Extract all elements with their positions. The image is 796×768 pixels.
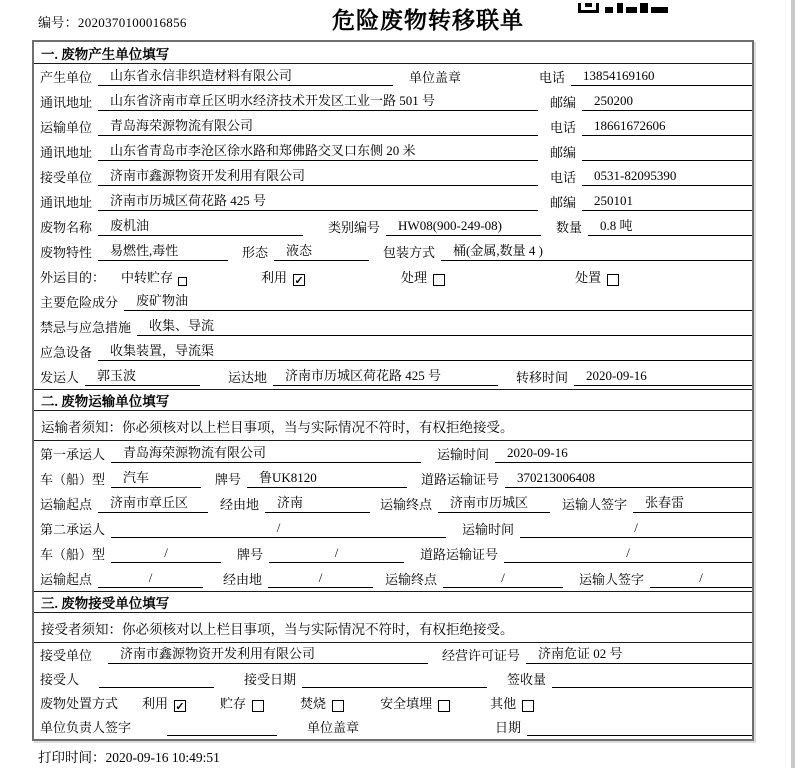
signed-quantity-label: 签收量 — [507, 672, 547, 687]
second-carrier-value: / — [111, 520, 446, 538]
phone-label: 电话 — [550, 170, 577, 185]
print-time — [38, 746, 220, 766]
route-end-value: 济南市历城区 — [438, 492, 550, 513]
transport-time-label: 运输时间 — [437, 447, 490, 462]
form-label: 形态 — [242, 245, 269, 260]
produce-phone-value: 13854169160 — [571, 68, 752, 86]
option-label: 贮存 — [220, 696, 247, 711]
permit-label: 经营许可证号 — [442, 648, 521, 663]
emergency-equipment-row — [34, 339, 752, 364]
receiver-row — [34, 667, 752, 691]
field-label: 车（船）型 — [40, 547, 106, 562]
carrier-signature-value: 张春雷 — [633, 492, 752, 513]
produce-address-row — [34, 89, 752, 114]
via-value: / — [268, 570, 373, 588]
qr-code-fragment — [578, 0, 668, 10]
zip-label: 邮编 — [550, 145, 577, 160]
dispatcher-row — [34, 364, 752, 389]
purpose-option-treat — [401, 267, 445, 286]
hazard-component-value: 废矿物油 — [124, 290, 752, 311]
checkbox-icon — [438, 700, 450, 712]
checkbox-icon — [178, 277, 187, 286]
transport-time-value: 2020-09-16 — [495, 445, 752, 463]
dispatcher-value: 郭玉波 — [85, 365, 200, 386]
purpose-option-transfer — [121, 267, 187, 286]
first-carrier-row — [34, 441, 752, 466]
print-time-value: 2020-09-16 10:49:51 — [105, 750, 220, 765]
transport-unit-value: 青岛海荣源物流有限公司 — [98, 115, 538, 136]
unit-seal-label: 单位盖章 — [307, 720, 360, 735]
road-license-value: / — [504, 545, 752, 563]
disposal-method-label: 废物处置方式 — [40, 696, 119, 711]
accept-date-value — [302, 671, 487, 688]
option-label: 利用 — [142, 696, 169, 711]
receive-phone-value: 0531-82095390 — [582, 168, 752, 186]
receive-address-value: 济南市历城区荷花路 425 号 — [98, 190, 538, 211]
field-label: 接受单位 — [40, 170, 93, 185]
route-end-label: 运输终点 — [385, 572, 438, 587]
carrier-signature-label: 运输人签字 — [562, 497, 628, 512]
route-end-label: 运输终点 — [380, 497, 433, 512]
checkbox-icon: ✓ — [175, 701, 185, 713]
disposal-option-landfill — [380, 693, 450, 712]
accept-unit-row — [34, 643, 752, 667]
packing-value: 桶(金属,数量 4 ) — [441, 240, 752, 261]
carrier-signature-label: 运输人签字 — [579, 572, 645, 587]
via-value: 济南 — [265, 492, 370, 513]
taboo-measures-row — [34, 314, 752, 339]
field-label: 运输起点 — [40, 497, 93, 512]
quantity-value: 0.8 吨 — [588, 215, 752, 236]
field-label: 运输单位 — [40, 120, 93, 135]
plate-value: 鲁UK8120 — [247, 467, 407, 488]
option-label: 利用 — [261, 270, 288, 285]
zip-label: 邮编 — [550, 95, 577, 110]
field-label: 通讯地址 — [40, 195, 93, 210]
field-label: 接受单位 — [40, 648, 93, 663]
purpose-option-use — [261, 267, 305, 286]
route-start-value: 济南市章丘区 — [98, 492, 208, 513]
category-label: 类别编号 — [328, 220, 381, 235]
unit-signer-row — [34, 715, 752, 739]
waste-property-value: 易燃性,毒性 — [98, 240, 228, 261]
field-label: 车（船）型 — [40, 472, 106, 487]
field-label: 废物特性 — [40, 245, 93, 260]
category-value: HW08(900-249-08) — [386, 218, 541, 236]
checkbox-icon — [607, 274, 619, 286]
transport-phone-value: 18661672606 — [582, 118, 752, 136]
emergency-equipment-value: 收集装置，导流渠 — [98, 340, 752, 361]
page-title: 危险废物转移联单 — [332, 8, 524, 33]
disposal-method-row — [34, 691, 752, 715]
option-label: 安全填埋 — [380, 696, 433, 711]
transfer-time-value: 2020-09-16 — [574, 368, 752, 386]
checkbox-icon — [252, 700, 264, 712]
zip-label: 邮编 — [550, 195, 577, 210]
checkbox-icon — [332, 700, 344, 712]
field-label: 单位负责人签字 — [40, 720, 132, 735]
field-label: 通讯地址 — [40, 95, 93, 110]
field-label: 禁忌与应急措施 — [40, 320, 132, 335]
unit-signer-value — [167, 719, 277, 736]
waste-name-row — [34, 214, 752, 239]
vehicle2-row — [34, 541, 752, 566]
receiver-value — [99, 671, 214, 688]
purpose-option-dispose — [575, 267, 619, 286]
receiver-notice: 接受者须知：你必须核对以上栏目事项，当与实际情况不符时，有权拒绝接受。 — [34, 613, 752, 643]
option-label: 焚烧 — [300, 696, 327, 711]
route1-row — [34, 491, 752, 516]
transporter-notice: 运输者须知：你必须核对以上栏目事项，当与实际情况不符时，有权拒绝接受。 — [34, 411, 752, 441]
serial-value: 2020370100016856 — [77, 15, 187, 30]
second-carrier-row — [34, 516, 752, 541]
road-license-label: 道路运输证号 — [421, 472, 500, 487]
transport-address-row — [34, 139, 752, 164]
receive-address-row — [34, 189, 752, 214]
field-label: 第二承运人 — [40, 522, 106, 537]
phone-label: 电话 — [550, 120, 577, 135]
date-label: 日期 — [495, 720, 522, 735]
destination-value: 济南市历城区荷花路 425 号 — [273, 365, 498, 386]
via-label: 经由地 — [220, 497, 260, 512]
produce-unit-value: 山东省永信非织造材料有限公司 — [98, 65, 393, 86]
plate-label: 牌号 — [237, 547, 264, 562]
disposal-option-other — [490, 693, 534, 712]
seal-label: 单位盖章 — [409, 70, 462, 85]
checkbox-icon — [522, 700, 534, 712]
transport-time-value: / — [520, 520, 752, 538]
packing-label: 包装方式 — [383, 245, 436, 260]
manifest-form — [32, 40, 754, 741]
transport-unit-row — [34, 114, 752, 139]
section3-heading: 三. 废物接受单位填写 — [34, 591, 752, 613]
receive-unit-row — [34, 164, 752, 189]
form-value: 液态 — [274, 240, 369, 261]
transport-time-label: 运输时间 — [462, 522, 515, 537]
purpose-label: 外运目的： — [40, 270, 106, 285]
option-label: 其他 — [490, 696, 517, 711]
plate-label: 牌号 — [215, 472, 242, 487]
receive-unit-value: 济南市鑫源物资开发利用有限公司 — [98, 165, 538, 186]
field-label: 通讯地址 — [40, 145, 93, 160]
option-label: 中转贮存 — [121, 270, 174, 285]
field-label: 第一承运人 — [40, 447, 106, 462]
route2-row — [34, 566, 752, 591]
disposal-option-store — [220, 693, 264, 712]
accept-unit-value: 济南市鑫源物资开发利用有限公司 — [108, 643, 428, 664]
accept-date-label: 接受日期 — [244, 672, 297, 687]
produce-address-value: 山东省济南市章丘区明水经济技术开发区工业一路 501 号 — [98, 90, 538, 111]
hazard-component-row — [34, 289, 752, 314]
destination-label: 运达地 — [228, 370, 268, 385]
vehicle-type-value: 汽车 — [111, 467, 201, 488]
section1-heading: 一. 废物产生单位填写 — [34, 42, 752, 64]
field-label: 接受人 — [40, 672, 80, 687]
transport-address-value: 山东省青岛市李沧区徐水路和郑佛路交叉口东侧 20 米 — [98, 140, 538, 161]
date-value — [527, 719, 752, 736]
disposal-option-use — [142, 693, 186, 712]
phone-label: 电话 — [539, 70, 566, 85]
transfer-time-label: 转移时间 — [516, 370, 569, 385]
receive-zip-value: 250101 — [582, 193, 752, 211]
route-end-value: / — [443, 570, 563, 588]
first-carrier-value: 青岛海荣源物流有限公司 — [111, 442, 421, 463]
field-label: 发运人 — [40, 370, 80, 385]
waste-property-row — [34, 239, 752, 264]
produce-zip-value: 250200 — [582, 93, 752, 111]
vehicle1-row — [34, 466, 752, 491]
quantity-label: 数量 — [556, 220, 583, 235]
field-label: 主要危险成分 — [40, 295, 119, 310]
produce-unit-row — [34, 64, 752, 89]
taboo-measures-value: 收集、导流 — [137, 315, 752, 336]
field-label: 应急设备 — [40, 345, 93, 360]
transport-zip-value — [582, 144, 752, 161]
print-time-label: 打印时间： — [38, 750, 106, 765]
carrier-signature-value: / — [650, 570, 752, 588]
route-start-value: / — [98, 570, 203, 588]
waste-name-value: 废机油 — [98, 215, 303, 236]
serial-label: 编号： — [38, 15, 78, 30]
field-label: 产生单位 — [40, 70, 93, 85]
disposal-option-incinerate — [300, 693, 344, 712]
option-label: 处置 — [575, 270, 602, 285]
permit-value: 济南危证 02 号 — [526, 643, 752, 664]
checkbox-icon — [433, 274, 445, 286]
checkbox-icon: ✓ — [294, 275, 304, 287]
field-label: 废物名称 — [40, 220, 93, 235]
signed-quantity-value — [552, 671, 752, 688]
plate-value: / — [269, 545, 404, 563]
option-label: 处理 — [401, 270, 428, 285]
field-label: 运输起点 — [40, 572, 93, 587]
road-license-label: 道路运输证号 — [420, 547, 499, 562]
vehicle-type-value: / — [111, 545, 221, 563]
via-label: 经由地 — [223, 572, 263, 587]
section2-heading: 二. 废物运输单位填写 — [34, 389, 752, 411]
scrollbar[interactable] — [791, 0, 795, 768]
purpose-row — [34, 264, 752, 289]
road-license-value: 370213006408 — [505, 470, 752, 488]
